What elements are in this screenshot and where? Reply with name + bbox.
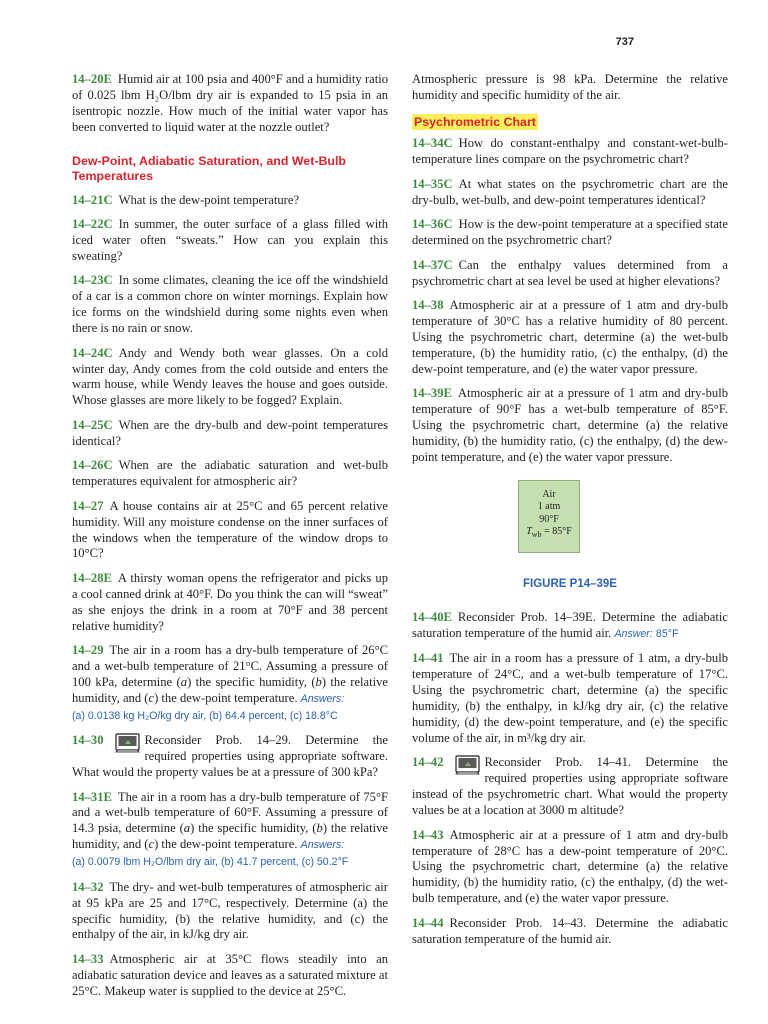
answers-label: Answers: — [300, 692, 345, 705]
page-number: 737 — [615, 36, 634, 48]
problem-14-42 — [412, 755, 728, 819]
figure-caption: FIGURE P14–39E — [523, 578, 617, 590]
figure-label-temperature: 90°F — [539, 513, 559, 525]
problem-14-40E — [412, 610, 728, 643]
problem-14-22C — [72, 217, 388, 265]
problem-14-33-continued: Atmospheric pressure is 98 kPa. Determine the relative humidity and specific humidity of the air. — [412, 72, 728, 102]
problem-text: When are the adiabatic saturation and wet-bulb temperatures equivalent for atmospheric air? — [72, 458, 388, 489]
problem-number: 14–42 — [412, 755, 444, 770]
problem-14-34C — [412, 136, 728, 168]
section-heading-dew-point: Dew-Point, Adiabatic Saturation, and Wet-Bulb Temperatures — [72, 153, 346, 183]
problem-14-27 — [72, 499, 388, 563]
problem-number: 14–37C — [412, 257, 453, 272]
problem-number: 14–20E — [72, 72, 112, 86]
wet-bulb-value: = 85°F — [541, 526, 572, 538]
problem-14-41 — [412, 651, 728, 746]
figure-label-air: Air — [542, 489, 556, 500]
answer-text: 85°F — [655, 627, 679, 640]
problem-14-28E — [72, 571, 388, 635]
problem-text: How is the dew-point temperature at a specified state determined on the psychrometric chart? — [412, 217, 728, 248]
problem-number: 14–36C — [412, 217, 453, 232]
problem-text: Humid air at 100 psia and 400°F and a humidity ratio of 0.025 lbm H₂O/lbm dry air is expanded to 15 psia in an isentropic nozzle. How much of the initial water vapor has been converted to liquid water at the nozzle outlet? — [72, 72, 388, 134]
problem-14-20E — [72, 72, 388, 136]
problem-number: 14–43 — [412, 827, 444, 842]
problem-text: Reconsider Prob. 14–43. Determine the adiabatic saturation temperature of the humid air. — [412, 915, 728, 946]
problem-number: 14–21C — [72, 192, 113, 207]
problem-text: Reconsider Prob. 14–39E. Determine the adiabatic saturation temperature of the humid air. — [412, 610, 728, 640]
part-label: c — [148, 690, 155, 705]
problem-number: 14–40E — [412, 610, 452, 624]
problem-14-38 — [412, 298, 728, 378]
problem-number: 14–35C — [412, 176, 453, 191]
problem-text: The air in a room has a dry-bulb temperature of 26°C and a wet-bulb temperature of 21°C. Assuming a pressure of 100 kPa, determine ( — [72, 643, 388, 689]
problem-text: ) the specific humidity, ( — [190, 821, 317, 836]
problem-text: Atmospheric air at a pressure of 1 atm and dry-bulb temperature of 90°F has a wet-bulb temperature of 85°F. Using the psychrometric chart, determine (a) the relative humidity, (b) the humidity ratio, (c) the enthalpy, (d) the dew-point temperature, and (e) the water vapor pressure. — [412, 386, 728, 464]
figure-label-wet-bulb — [519, 526, 579, 538]
problem-text: What is the dew-point temperature? — [118, 192, 300, 207]
right-column — [412, 72, 728, 946]
section-heading-psychrometric-chart: Psychrometric Chart — [414, 115, 536, 130]
problem-14-24C — [72, 346, 388, 410]
problem-number: 14–38 — [412, 298, 444, 313]
problem-text: A house contains air at 25°C and 65 percent relative humidity. Will any moisture condense on the inner surfaces of the windows when the temperature of the window drops to 10°C? — [72, 498, 388, 561]
answers-label: Answers: — [300, 839, 345, 852]
problem-number: 14–41 — [412, 651, 444, 666]
symbol-t: T — [526, 526, 532, 538]
problem-number: 14–24C — [72, 345, 113, 360]
problem-text: In summer, the outer surface of a glass filled with iced water often “sweats.” How can you explain this sweating? — [72, 217, 388, 263]
problem-number: 14–27 — [72, 498, 104, 513]
problem-number: 14–44 — [412, 915, 444, 930]
problem-14-21C — [72, 193, 388, 209]
problem-number: 14–23C — [72, 273, 113, 288]
problem-14-35C — [412, 177, 728, 209]
answers-text: (a) 0.0138 kg H₂O/kg dry air, (b) 64.4 percent, (c) 18.8°C — [72, 709, 338, 722]
software-icon — [115, 733, 140, 753]
problem-14-36C — [412, 217, 728, 249]
problem-14-33 — [72, 952, 388, 1000]
problem-14-44 — [412, 916, 728, 948]
part-label: b — [315, 674, 322, 689]
problem-text: ) the dew-point temperature. — [154, 690, 301, 705]
problem-text: ) the specific humidity, ( — [187, 674, 316, 689]
problem-text: When are the dry-bulb and dew-point temperatures identical? — [72, 417, 388, 448]
problem-text: Atmospheric air at 35°C flows steadily into an adiabatic saturation device and leaves as a saturated mixture at 25°C. Makeup water is supplied to the device at 25°C. — [72, 951, 388, 998]
problem-14-25C — [72, 418, 388, 450]
problem-text: In some climates, cleaning the ice off the windshield of a car is a common chore on winter mornings. Explain how ice forms on the windshield during some nights even when there is no rain or snow. — [72, 273, 388, 336]
problem-number: 14–34C — [412, 136, 453, 151]
problem-number: 14–29 — [72, 643, 104, 658]
problem-text: ) the relative humidity, and ( — [72, 674, 389, 705]
part-label: a — [180, 674, 188, 689]
part-label: a — [183, 821, 191, 836]
problem-text: Can the enthalpy values determined from a psychrometric chart at sea level be used at higher elevations? — [412, 257, 728, 288]
problem-14-39E — [412, 386, 728, 466]
problem-text: Reconsider Prob. 14–29. Determine the required properties using appropriate software. What would the property values be at a pressure of 300 kPa? — [72, 733, 388, 780]
problem-text: The air in a room has a pressure of 1 atm, a dry-bulb temperature of 24°C, and a wet-bulb temperature of 17°C. Using the psychrometric chart, determine (a) the specific humidity, (b) the enthalpy, in kJ/kg dry air, (c) the relative humidity, (d) the dew-point temperature, and (e) the specific volume of the air, in m³/kg dry air. — [412, 651, 728, 745]
problem-14-26C — [72, 458, 388, 490]
figure-label-pressure: 1 atm — [537, 501, 561, 513]
problem-text: Reconsider Prob. 14–41. Determine the required properties using appropriate software instead of the psychrometric chart. What would the property values be at a location at 3000 m altitude? — [412, 755, 728, 818]
problem-number: 14–31E — [72, 789, 112, 804]
right-column-lower — [412, 610, 728, 956]
problem-number: 14–22C — [72, 217, 113, 232]
answer-label: Answer: — [614, 627, 653, 640]
problem-14-23C — [72, 273, 388, 337]
problem-text: How do constant-enthalpy and constant-wet-bulb-temperature lines compare on the psychrometric chart? — [412, 136, 728, 167]
part-label: b — [316, 821, 323, 836]
answers-text: (a) 0.0079 lbm H₂O/lbm dry air, (b) 41.7 percent, (c) 50.2°F — [72, 856, 349, 869]
subscript-wb: wb — [531, 530, 542, 540]
figure-air-box — [518, 480, 580, 553]
problem-14-37C — [412, 258, 728, 290]
problem-14-32 — [72, 880, 388, 944]
problem-text: ) the dew-point temperature. — [154, 837, 301, 852]
problem-number: 14–28E — [72, 570, 112, 585]
problem-text: Andy and Wendy both wear glasses. On a cold winter day, Andy comes from the cold outside and enters the warm house, while Wendy leaves the house and goes outside. Whose glasses are more likely to be fogged? Explain. — [72, 345, 388, 408]
software-icon — [455, 755, 480, 775]
problem-number: 14–25C — [72, 417, 113, 432]
problem-text: At what states on the psychrometric chart are the dry-bulb, wet-bulb, and dew-point temperatures identical? — [412, 176, 728, 207]
part-label: c — [148, 837, 155, 852]
problem-text: The air in a room has a dry-bulb temperature of 75°F and a wet-bulb temperature of 60°F. Assuming a pressure of 14.3 psia, determine ( — [72, 789, 388, 836]
problem-14-31E — [72, 790, 388, 872]
problem-number: 14–33 — [72, 951, 104, 966]
problem-text: A thirsty woman opens the refrigerator and picks up a cool canned drink at 40°F. Do you think the can will “sweat” as she enjoys the drink in a room at 70°F and 38 percent relative humidity? — [72, 570, 388, 633]
problem-number: 14–26C — [72, 458, 113, 473]
problem-14-29 — [72, 643, 388, 725]
left-column — [72, 72, 388, 1008]
problem-number: 14–32 — [72, 879, 104, 894]
problem-14-43 — [412, 828, 728, 908]
problem-text: Atmospheric air at a pressure of 1 atm and dry-bulb temperature of 28°C has a dew-point temperature of 20°C. Using the psychrometric chart, determine (a) the relative humidity, (b) the humidity ratio, (c) the enthalpy, (d) the wet-bulb temperature, and (e) the water vapor pressure. — [412, 827, 728, 906]
problem-text: ) the relative humidity, and ( — [72, 821, 388, 852]
problem-text: Atmospheric air at a pressure of 1 atm and dry-bulb temperature of 30°C has a relative humidity of 80 percent. Using the psychrometric chart, determine (a) the wet-bulb temperature, (b) the humidity ratio, (c) the enthalpy, (d) the dew-point temperature, and (e) the water vapor pressure. — [412, 298, 728, 376]
problem-number: 14–39E — [412, 386, 452, 401]
problem-text: The dry- and wet-bulb temperatures of atmospheric air at 95 kPa are 25 and 17°C, respectively. Determine (a) the specific humidity, (b) the relative humidity, and (c) the enthalpy of the air, in kJ/kg dry air. — [72, 879, 388, 942]
problem-number: 14–30 — [72, 733, 104, 748]
problem-14-30 — [72, 733, 388, 781]
